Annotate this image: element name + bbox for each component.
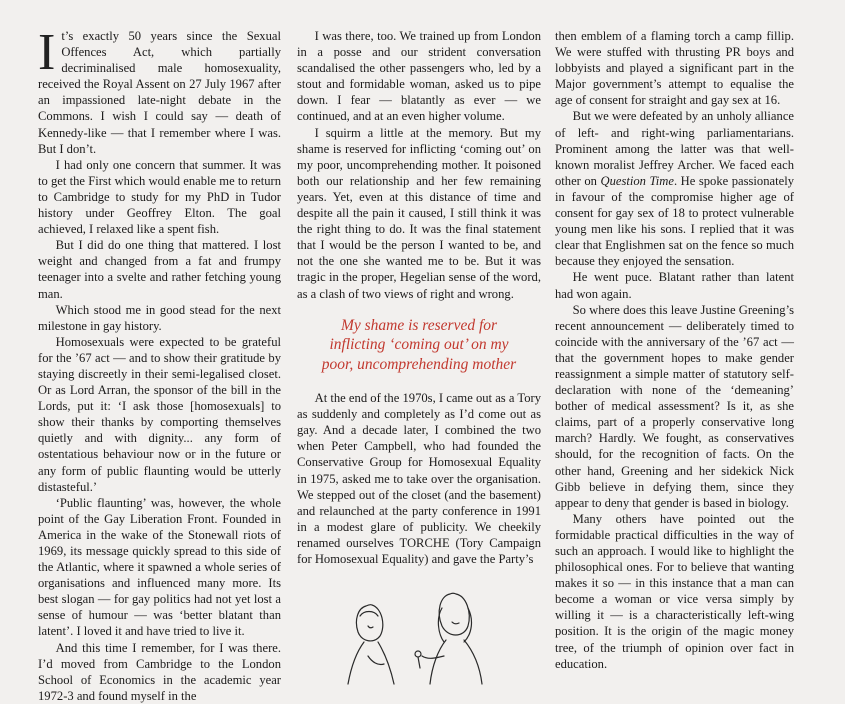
drop-cap: I (38, 24, 56, 81)
pull-quote-line: My shame is reserved for (340, 316, 498, 334)
article-column-3 (555, 28, 794, 672)
flower-stem (418, 657, 420, 668)
right-figure-body (464, 640, 482, 684)
left-figure-mouth (368, 626, 373, 628)
right-figure-body (430, 640, 446, 684)
paragraph: He went puce. Blatant rather than latent had won again. (555, 270, 794, 301)
paragraph: Homosexuals were expected to be grateful for the ’67 act — and to show their gratitude by staying discreetly in their semi-legalised closet. Or as Lord Arran, the sponsor of the bill in the Lords, put it: ‘I ask those [homosexuals] to show their thanks by comporting themselves quietly and with dignity... any form of ostentatious behaviour now or in the future or any form of public flaunting would be utterly distasteful.’ (38, 334, 281, 494)
paragraph: At the end of the 1970s, I came out as a Tory as suddenly and completely as I’d come out as gay. And a decade later, I combined the two when Peter Campbell, who had founded the Conservative Group for Homosexual Equality in 1975, asked me to take over the organisation. We stepped out of the closet (and the basement) and relaunched at the party conference in 1991 in a modest glare of publicity. We cheekily renamed ourselves TORCHE (Tory Campaign for Homosexual Equality) and gave the Party’s (297, 391, 541, 567)
left-figure-body (378, 642, 394, 684)
paragraph: But we were defeated by an unholy alliance of left- and right-wing parliamentarians. Prominent among the latter was that well-known moralist Jeffrey Archer. We faced each other on Question Time. He spoke passionately in favour of the compromise higher age of consent for gay sex of 18 to protect vulnerable young men like his sons. I replied that it was clear that Englishmen sat on the fence so much because they enjoyed the sensation. (555, 109, 794, 269)
left-figure-hair (360, 612, 378, 617)
paragraph: ‘Public flaunting’ was, however, the whole point of the Gay Liberation Front. Founded in America in the wake of the Stonewall riots of 1969, its message quickly spread to this side of the Atlantic, where it spawned a whole series of organisations and influenced many more. Its best slogan — for gay politics had not yet lost a sense of humour — was ‘better blatant than latent’. I loved it and have tried to live it. (38, 495, 281, 639)
left-figure-body (348, 642, 364, 684)
right-figure-head (439, 593, 469, 635)
left-figure-head (356, 605, 382, 641)
paragraph: I squirm a little at the memory. But my shame is reserved for inflicting ‘coming out’ on my poor, uncomprehending mother. It poisoned both our relationship and her few remaining years. Yet, even at this distance of time and despite all the pain it caused, I still think it was the right thing to do. It was the final statement that I would be the person I wanted to be, and not the one she wanted me to be. But it was tragic in the proper, Hegelian sense of the word, as a clash of two views of right and wrong. (297, 125, 541, 301)
article-column-1 (38, 24, 281, 704)
pull-quote-line: inflicting ‘coming out’ on my (329, 336, 509, 354)
cartoon-illustration (318, 586, 518, 684)
paragraph: I was there, too. We trained up from London in a posse and our strident conversation scandalised the other passengers who, led by a stout and formidable woman, asked us to pipe down. I fear — blatantly as ever — we continued, and at an even higher volume. (297, 29, 541, 124)
show-title: Question Time (600, 173, 674, 188)
opening-paragraph: It’s exactly 50 years since the Sexual Offences Act, which partially decriminalised male homosexuality, received the Royal Assent on 27 July 1967 after an impassioned late-night debate in the Commons. I wish I could say — death of Kennedy-like — that I remember where I was. But I don’t. (38, 24, 281, 156)
article-column-2 (297, 28, 541, 567)
pull-quote-line: poor, uncomprehending mother (321, 355, 517, 373)
paragraph: Many others have pointed out the formidable practical difficulties in the way of such an approach. I would like to highlight the philosophical ones. For to believe that wanting makes it so — in this instance that a man can become a woman or vice versa simply by willing it — is a characteristically left-wing position. It is the origin of the magic money tree, of the triumph of opinion over fact in education. (555, 511, 794, 671)
paragraph: I had only one concern that summer. It was to get the First which would enable me to return to Cambridge to study for my PhD in Tudor history under Geoffrey Elton. The goal achieved, I relaxed like a spent fish. (38, 157, 281, 237)
paragraph: And this time I remember, for I was there. I’d moved from Cambridge to the London School of Economics in the academic year 1972-3 and found myself in the (38, 640, 281, 703)
right-figure-mouth (452, 622, 459, 624)
right-figure-arm (422, 656, 444, 658)
paragraph: But I did do one thing that mattered. I lost weight and changed from a fat and frumpy teenager into a svelte and rather fetching young man. (38, 238, 281, 301)
paragraph: Which stood me in good stead for the next milestone in gay history. (38, 302, 281, 333)
flower-icon (415, 651, 421, 657)
paragraph: So where does this leave Justine Greening’s recent announcement — deliberately timed to coincide with the anniversary of the ’67 act — that the government hopes to make gender reassignment a simple matter of statutory self-declaration with none of the ‘demeaning’ bother of medical assessment? Is it, as she claims, part of a properly conservative long march? Hardly. We fought, as conservatives should, for the recognition of facts. On the other hand, Greening and her sidekick Nick Gibb believe in defying them, since they appear to deny that gender is based in biology. (555, 302, 794, 510)
left-figure-arm (368, 656, 384, 665)
paragraph: then emblem of a flaming torch a camp fillip. We were stuffed with thrusting PR boys and lobbyists and played a significant part in the Major government’s attempt to equalise the age of consent for straight and gay sex at 16. (555, 29, 794, 108)
pull-quote (305, 316, 533, 375)
